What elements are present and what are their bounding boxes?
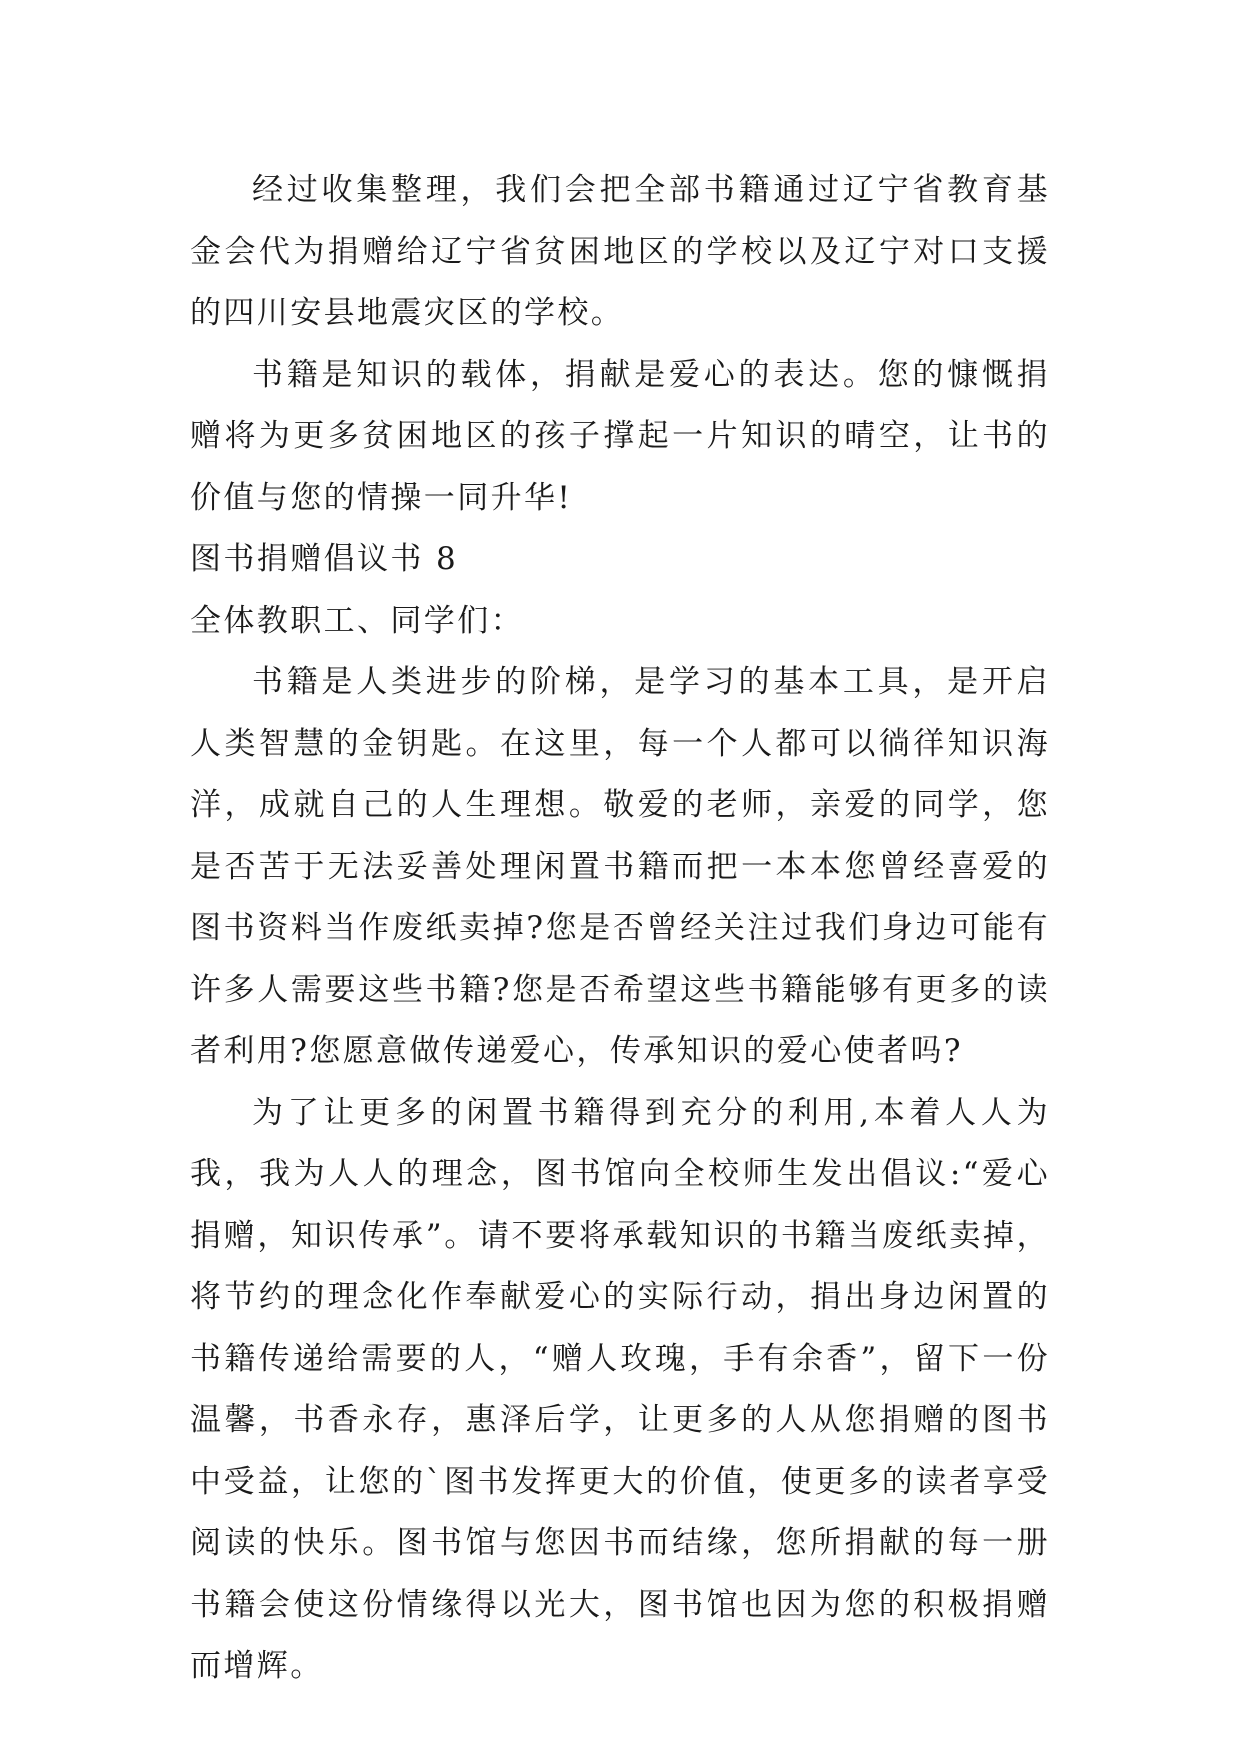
document-body <box>190 160 1050 1698</box>
salutation: 全体教职工、同学们： <box>190 602 524 639</box>
paragraph-books-knowledge: 书籍是知识的载体，捐献是爱心的表达。您的慷慨捐赠将为更多贫困地区的孩子撑起一片知识的晴空，让书的价值与您的情操一同升华! <box>190 356 1050 516</box>
paragraph-initiative: 为了让更多的闲置书籍得到充分的利用,本着人人为我，我为人人的理念，图书馆向全校师生发出倡议:“爱心捐赠，知识传承”。请不要将承载知识的书籍当废纸卖掉，将节约的理念化作奉献爱心的实际行动，捐出身边闲置的书籍传递给需要的人，“赠人玫瑰，手有余香”，留下一份温馨，书香永存，惠泽后学，让更多的人从您捐赠的图书中受益，让您的`图书发挥更大的价值，使更多的读者享受阅读的快乐。图书馆与您因书而结缘，您所捐献的每一册书籍会使这份情缘得以光大，图书馆也因为您的积极捐赠而增辉。 <box>190 1094 1050 1684</box>
section-heading: 图书捐赠倡议书 8 <box>190 541 459 577</box>
paragraph-donation-collection: 经过收集整理，我们会把全部书籍通过辽宁省教育基金会代为捐赠给辽宁省贫困地区的学校以及辽宁对口支援的四川安县地震灾区的学校。 <box>190 172 1050 331</box>
paragraph-books-ladder: 书籍是人类进步的阶梯，是学习的基本工具，是开启人类智慧的金钥匙。在这里，每一个人都可以徜徉知识海洋，成就自己的人生理想。敬爱的老师，亲爱的同学，您是否苦于无法妥善处理闲置书籍而把一本本您曾经喜爱的图书资料当作废纸卖掉?您是否曾经关注过我们身边可能有许多人需要这些书籍?您是否希望这些书籍能够有更多的读者利用?您愿意做传递爱心，传承知识的爱心使者吗? <box>190 664 1050 1069</box>
